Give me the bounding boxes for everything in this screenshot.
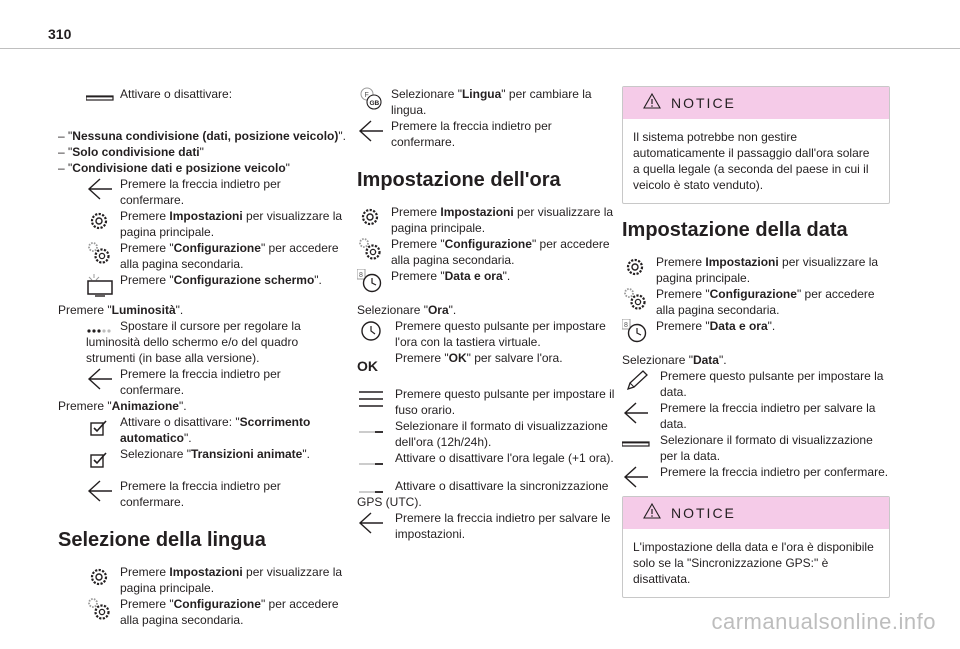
step-back-lang <box>357 118 619 150</box>
gears-icon <box>86 241 114 265</box>
step-date-time <box>357 268 619 296</box>
sharing-options <box>58 128 348 176</box>
notice-header <box>623 87 889 119</box>
svg-text:F: F <box>364 92 369 99</box>
svg-text:GB: GB <box>369 100 380 107</box>
toggle-line-icon <box>357 479 385 503</box>
step-screen-config <box>86 272 348 290</box>
data-line: Selezionare "Data". <box>622 353 727 367</box>
animation-line: Premere "Animazione". <box>58 399 187 413</box>
notice-header <box>623 497 889 529</box>
step-ok <box>357 350 619 386</box>
step-text: Selezionare "Lingua" per cambiare la lingua. <box>391 87 592 117</box>
option-data-only: – "Solo condivisione dati" <box>58 145 204 159</box>
step-back-save-date <box>622 400 890 432</box>
step-text: Premere Impostazioni per visualizzare la pagina principale. <box>120 565 343 595</box>
back-arrow-icon <box>86 367 114 391</box>
step-text: Selezionare "Transizioni animate". <box>120 447 310 461</box>
step-language-select <box>357 86 619 118</box>
back-arrow-icon <box>357 511 385 535</box>
back-arrow-icon <box>86 177 114 201</box>
gear-icon <box>86 565 114 589</box>
luminosity-line: Premere "Luminosità". <box>58 303 184 317</box>
step-date-format <box>622 432 890 464</box>
step-text: Premere la freccia indietro per salvare le impostazioni. <box>395 511 611 541</box>
notice-text: Il sistema potrebbe non gestire automaticamente il passaggio dall'ora solare a quella legale (a seconda del paese in cui il veicolo è stato venduto). <box>633 130 870 192</box>
step-text: Premere "Configurazione" per accedere alla pagina secondaria. <box>120 241 339 271</box>
step-scroll <box>86 414 348 446</box>
step-date-time-3 <box>622 318 890 346</box>
step-time-format <box>357 418 619 450</box>
step-text: Premere "Data e ora". <box>656 319 776 333</box>
page-number: 310 <box>48 26 72 42</box>
clock-calendar-icon <box>622 319 650 343</box>
gears-icon <box>622 287 650 311</box>
step-keyboard <box>357 318 619 350</box>
gear-icon <box>357 205 385 229</box>
gear-icon <box>86 209 114 233</box>
notice-title: NOTICE <box>671 95 736 111</box>
toggle-icon <box>86 87 114 111</box>
gears-icon <box>357 237 385 261</box>
back-arrow-icon <box>622 465 650 489</box>
option-no-sharing: – "Nessuna condivisione (dati, posizione veicolo)". <box>58 129 346 143</box>
step-gps <box>357 478 619 510</box>
step-back-confirm <box>622 464 890 482</box>
step-toggle-sharing <box>86 86 348 108</box>
step-lang-settings <box>86 564 348 596</box>
toggle-icon <box>622 433 650 457</box>
notice-title: NOTICE <box>671 505 736 521</box>
step-text: Spostare il cursore per regolare la luminosità dello schermo e/o del quadro strumenti (in base alla versione). <box>86 319 301 365</box>
column-1 <box>58 86 348 628</box>
heading-date: Impostazione della data <box>622 219 848 241</box>
gears-icon <box>86 597 114 621</box>
step-text: Attivare o disattivare: <box>120 87 233 101</box>
back-arrow-icon <box>622 401 650 425</box>
step-text: Premere la freccia indietro per confermare. <box>120 479 281 509</box>
notice-box-1 <box>622 86 890 204</box>
back-arrow-icon <box>86 479 114 503</box>
step-text: Premere la freccia indietro per confermare. <box>660 465 889 479</box>
step-text: Premere questo pulsante per impostare il fuso orario. <box>395 387 615 417</box>
clock-calendar-icon <box>357 269 385 293</box>
step-back-1 <box>86 176 348 208</box>
step-text: Attivare o disattivare: "Scorrimento automatico". <box>120 415 311 445</box>
step-text: Selezionare il formato di visualizzazione dell'ora (12h/24h). <box>395 419 608 449</box>
step-text: Premere Impostazioni per visualizzare la pagina principale. <box>391 205 614 235</box>
option-data-position: – "Condivisione dati e posizione veicolo" <box>58 161 290 175</box>
heading-language: Selezione della lingua <box>58 529 266 551</box>
menu-lines-icon <box>357 387 385 411</box>
svg-text:8: 8 <box>624 322 628 329</box>
back-arrow-icon <box>357 119 385 143</box>
warning-icon <box>643 93 661 113</box>
step-text: Premere Impostazioni per visualizzare la pagina principale. <box>120 209 343 239</box>
step-text: Premere la freccia indietro per confermare. <box>120 177 281 207</box>
svg-text:8: 8 <box>359 272 363 279</box>
step-text: Premere "Configurazione" per accedere alla pagina secondaria. <box>391 237 610 267</box>
step-set-date <box>622 368 890 400</box>
ora-line: Selezionare "Ora". <box>357 303 457 317</box>
step-text: Premere "Data e ora". <box>391 269 511 283</box>
step-date-config <box>622 286 890 318</box>
step-text: Premere "Configurazione" per accedere alla pagina secondaria. <box>656 287 875 317</box>
step-text: Premere questo pulsante per impostare la data. <box>660 369 884 399</box>
column-2 <box>357 86 619 542</box>
gear-icon <box>622 255 650 279</box>
step-date-settings <box>622 254 890 286</box>
toggle-line-icon <box>357 451 385 475</box>
step-lang-config <box>86 596 348 628</box>
step-time-settings <box>357 204 619 236</box>
toggle-line-icon <box>357 419 385 443</box>
step-legal-time <box>357 450 619 478</box>
heading-time: Impostazione dell'ora <box>357 169 561 191</box>
notice-box-2 <box>622 496 890 598</box>
ok-button-label: OK <box>357 358 378 374</box>
pencil-icon <box>622 369 650 393</box>
step-text: Premere "OK" per salvare l'ora. <box>395 351 563 365</box>
step-configuration <box>86 240 348 272</box>
step-back-save <box>357 510 619 542</box>
notice-text: L'impostazione della data e l'ora è disponibile solo se la "Sincronizzazione GPS:" è disattivata. <box>633 540 874 586</box>
step-transitions <box>86 446 348 478</box>
step-timezone <box>357 386 619 418</box>
screen-brightness-icon <box>86 273 114 297</box>
step-text: Attivare o disattivare l'ora legale (+1 ora). <box>395 451 614 465</box>
step-settings <box>86 208 348 240</box>
step-text: Premere Impostazioni per visualizzare la pagina principale. <box>656 255 879 285</box>
step-cursor <box>86 318 348 366</box>
column-3 <box>622 86 890 598</box>
checkbox-icon <box>86 447 114 471</box>
header-divider <box>0 48 960 49</box>
slider-dots-icon <box>86 319 114 343</box>
clock-icon <box>357 319 385 343</box>
step-back-3 <box>86 478 348 510</box>
step-back-2 <box>86 366 348 398</box>
step-text: Premere la freccia indietro per confermare. <box>120 367 281 397</box>
step-text: Premere la freccia indietro per salvare la data. <box>660 401 876 431</box>
step-text: Attivare o disattivare la sincronizzazione GPS (UTC). <box>357 479 609 509</box>
watermark: carmanualsonline.info <box>711 609 936 634</box>
warning-icon <box>643 503 661 523</box>
step-text: Selezionare il formato di visualizzazione per la data. <box>660 433 873 463</box>
language-flags-icon <box>357 87 385 111</box>
checkbox-icon <box>86 415 114 439</box>
step-time-config <box>357 236 619 268</box>
step-text: Premere "Configurazione" per accedere alla pagina secondaria. <box>120 597 339 627</box>
step-text: Premere la freccia indietro per confermare. <box>391 119 552 149</box>
step-text: Premere "Configurazione schermo". <box>120 273 322 287</box>
step-text: Premere questo pulsante per impostare l'ora con la tastiera virtuale. <box>395 319 606 349</box>
